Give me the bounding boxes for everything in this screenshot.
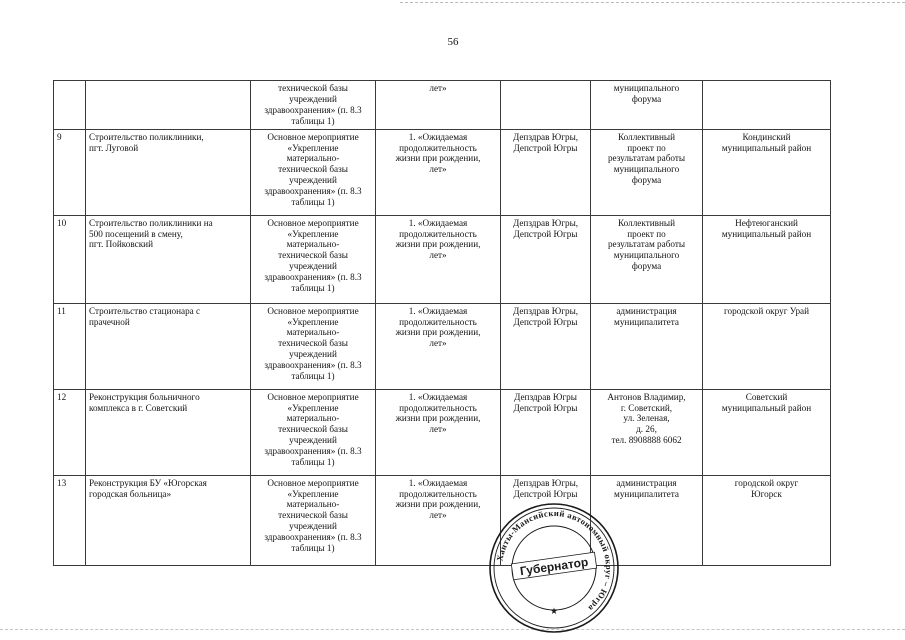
seal-ring-label: Ханты-Мансийский автономный округ – Югра xyxy=(494,507,615,614)
object-name: Строительство стационара с прачечной xyxy=(86,303,251,389)
object-name: Строительство поликлиники, пгт. Луговой xyxy=(86,129,251,215)
table-body xyxy=(54,81,831,566)
indicator-cell: 1. «Ожидаемая продолжительность жизни при рождении, лет» xyxy=(376,129,501,215)
row-number: 10 xyxy=(54,215,86,303)
municipality-cell: Советский муниципальный район xyxy=(703,389,831,475)
municipality-cell: Кондинский муниципальный район xyxy=(703,129,831,215)
indicator-cell: 1. «Ожидаемая продолжительность жизни при рождении, лет» xyxy=(376,303,501,389)
municipality-cell xyxy=(703,81,831,130)
source-cell: Коллективный проект по результатам работы муниципального форума xyxy=(591,215,703,303)
executor-cell: Депздрав Югры, Депстрой Югры xyxy=(501,475,591,565)
indicator-cell: лет» xyxy=(376,81,501,130)
measure-cell: Основное мероприятие «Укрепление материально- технической базы учреждений здравоохранения» (п. 8.3 таблицы 1) xyxy=(251,389,376,475)
object-name: Строительство поликлиники на 500 посещений в смену, пгт. Пойковский xyxy=(86,215,251,303)
source-cell: Коллективный проект по результатам работы муниципального форума xyxy=(591,129,703,215)
indicator-cell: 1. «Ожидаемая продолжительность жизни при рождении, лет» xyxy=(376,475,501,565)
executor-cell: Депздрав Югры, Депстрой Югры xyxy=(501,215,591,303)
table-row xyxy=(54,389,831,475)
executor-cell xyxy=(501,81,591,130)
municipality-cell: городской округ Югорск xyxy=(703,475,831,565)
scan-edge-bottom xyxy=(0,629,905,630)
page-number: 56 xyxy=(447,36,459,48)
measure-cell: Основное мероприятие «Укрепление материально- технической базы учреждений здравоохранения» (п. 8.3 таблицы 1) xyxy=(251,475,376,565)
indicator-cell: 1. «Ожидаемая продолжительность жизни при рождении, лет» xyxy=(376,389,501,475)
table-row xyxy=(54,81,831,130)
executor-cell: Депздрав Югры, Депстрой Югры xyxy=(501,303,591,389)
object-name: Реконструкция больничного комплекса в г. Советский xyxy=(86,389,251,475)
executor-cell: Депздрав Югры, Депстрой Югры xyxy=(501,129,591,215)
objects-table xyxy=(53,80,831,566)
measure-cell: Основное мероприятие «Укрепление материально- технической базы учреждений здравоохранения» (п. 8.3 таблицы 1) xyxy=(251,303,376,389)
scan-edge-top xyxy=(400,2,905,3)
seal-title: Губернатор xyxy=(519,554,590,579)
governor-seal xyxy=(486,500,622,636)
indicator-cell: 1. «Ожидаемая продолжительность жизни при рождении, лет» xyxy=(376,215,501,303)
row-number: 12 xyxy=(54,389,86,475)
table-row xyxy=(54,129,831,215)
seal-star-icon: ★ xyxy=(549,606,559,616)
measure-cell: Основное мероприятие «Укрепление материально- технической базы учреждений здравоохранения» (п. 8.3 таблицы 1) xyxy=(251,215,376,303)
source-cell: муниципального форума xyxy=(591,81,703,130)
municipality-cell: Нефтеюганский муниципальный район xyxy=(703,215,831,303)
measure-cell: технической базы учреждений здравоохранения» (п. 8.3 таблицы 1) xyxy=(251,81,376,130)
row-number: 9 xyxy=(54,129,86,215)
row-number: 13 xyxy=(54,475,86,565)
object-name: Реконструкция БУ «Югорская городская больница» xyxy=(86,475,251,565)
municipality-cell: городской округ Урай xyxy=(703,303,831,389)
object-name xyxy=(86,81,251,130)
source-cell: Антонов Владимир, г. Советский, ул. Зеленая, д. 26, тел. 8908888 6062 xyxy=(591,389,703,475)
table-row xyxy=(54,303,831,389)
executor-cell: Депздрав Югры Депстрой Югры xyxy=(501,389,591,475)
row-number xyxy=(54,81,86,130)
measure-cell: Основное мероприятие «Укрепление материально- технической базы учреждений здравоохранения» (п. 8.3 таблицы 1) xyxy=(251,129,376,215)
source-cell: администрация муниципалитета xyxy=(591,303,703,389)
row-number: 11 xyxy=(54,303,86,389)
table-row xyxy=(54,215,831,303)
source-cell: администрация муниципалитета xyxy=(591,475,703,565)
table-row xyxy=(54,475,831,565)
